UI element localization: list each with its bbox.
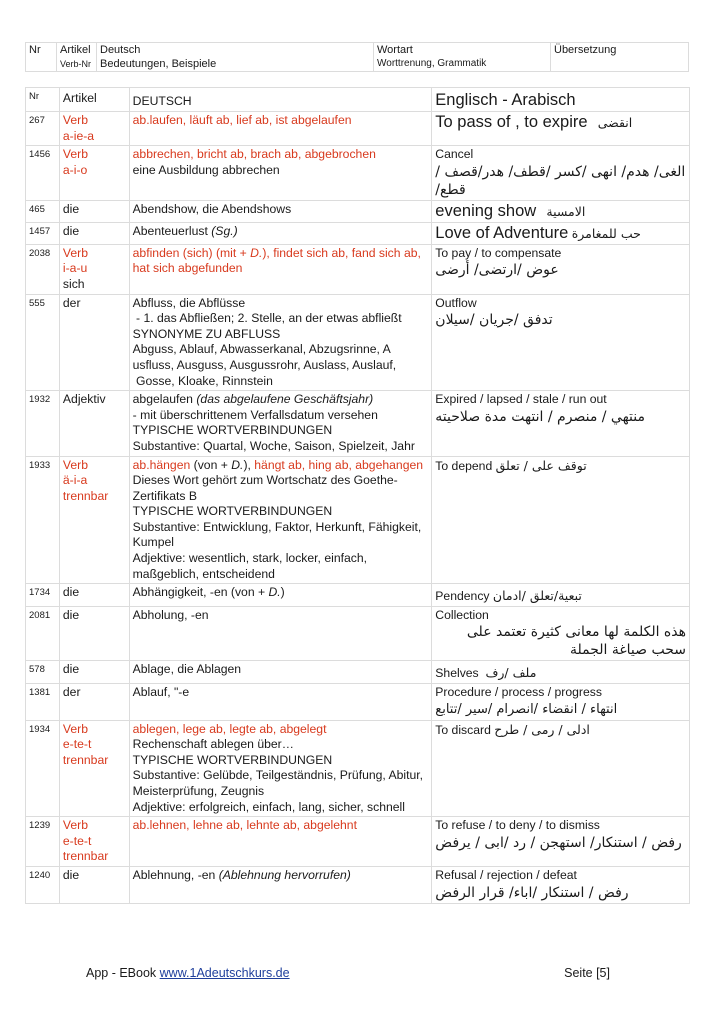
deutsch-main: abbrechen, bricht ab, brach ab, abgebrochen — [132, 147, 376, 162]
table-row — [26, 661, 690, 684]
deutsch-line: Dieses Wort gehört zum Wortschatz des Goethe-Zertifikats B — [132, 473, 398, 503]
artikel-line: i-a-u — [62, 261, 88, 276]
table-row — [26, 584, 690, 607]
deutsch-line: - 1. das Abfließen; 2. Stelle, an der etwas abfließt — [132, 311, 402, 326]
table-row — [26, 222, 690, 244]
english-text: Love of Adventure — [435, 223, 569, 242]
artikel-line: Verb — [62, 721, 88, 736]
artikel-line: trennbar — [62, 752, 109, 767]
deutsch-line: Abguss, Ablauf, Abwasserkanal, Abzugsrinne, A usfluss, Ausguss, Ausgussrohr, Auslass, Auslauf, — [132, 342, 397, 372]
deutsch-part: Abhängigkeit, -en (von + — [132, 585, 269, 600]
row-nr: 1734 — [26, 584, 60, 607]
row-deutsch: Abendshow, die Abendshows — [129, 200, 432, 222]
table-row — [26, 244, 690, 294]
row-deutsch: ab.laufen, läuft ab, lief ab, ist abgelaufen — [129, 112, 432, 146]
deutsch-line: Substantive: Gelübde, Teilgeständnis, Prüfung, Abitur, Meisterprüfung, Zeugnis — [132, 768, 424, 798]
artikel-line: trennbar — [62, 488, 109, 503]
row-deutsch — [129, 222, 432, 244]
row-nr: 465 — [26, 200, 60, 222]
legend-nr: Nr — [26, 43, 57, 72]
row-translation — [432, 584, 690, 607]
row-nr: 1239 — [26, 817, 60, 867]
english-text: Shelves — [435, 666, 479, 681]
english-text: Expired / lapsed / stale / run out — [435, 392, 607, 407]
row-translation — [432, 391, 690, 456]
arabic-text: منتهي / منصرم / انتهت مدة صلاحيته — [435, 408, 646, 425]
row-deutsch: Ablage, die Ablagen — [129, 661, 432, 684]
artikel-line: Verb — [62, 113, 88, 127]
table-row — [26, 720, 690, 817]
row-artikel — [59, 817, 129, 867]
arabic-text: تدفق /جريان /سيلان — [435, 312, 553, 329]
legend-uebersetzung: Übersetzung — [551, 43, 689, 72]
arabic-text: الغى/ هدم/ انهى /كسر /قطف/ هدر/قصف /قطع/ — [435, 163, 686, 198]
row-nr: 1932 — [26, 391, 60, 456]
deutsch-example: eine Ausbildung abbrechen — [132, 162, 280, 177]
deutsch-line: Gosse, Kloake, Rinnstein — [132, 373, 273, 388]
legend-verb-nr: Verb-Nr — [57, 57, 97, 72]
row-deutsch — [129, 456, 432, 584]
english-text: Procedure / process / progress — [435, 685, 602, 700]
deutsch-example: (Ablehnung hervorrufen) — [218, 867, 351, 882]
row-nr: 2038 — [26, 244, 60, 294]
row-deutsch — [129, 244, 432, 294]
row-deutsch — [129, 391, 432, 456]
row-artikel: die — [59, 200, 129, 222]
deutsch-line: TYPISCHE WORTVERBINDUNGEN — [132, 752, 333, 767]
page-footer — [86, 966, 610, 980]
english-text: To refuse / to deny / to dismiss — [435, 818, 600, 833]
row-nr: 578 — [26, 661, 60, 684]
row-nr: 1934 — [26, 720, 60, 817]
deutsch-case: D. — [231, 457, 244, 472]
row-artikel: Adjektiv — [59, 391, 129, 456]
arabic-text: تبعية/تعلق /ادمان — [492, 588, 582, 604]
artikel-line: Verb — [62, 245, 88, 260]
table-row — [26, 146, 690, 201]
row-artikel: der — [59, 294, 129, 391]
arabic-text: عوض /ارتضى/ أرضى — [435, 262, 559, 279]
artikel-line: sich — [62, 276, 85, 291]
row-translation — [432, 146, 690, 201]
row-nr: 2081 — [26, 606, 60, 661]
deutsch-line: Rechenschaft ablegen über… — [132, 737, 294, 752]
table-row — [26, 391, 690, 456]
row-translation — [432, 244, 690, 294]
row-translation — [432, 606, 690, 661]
deutsch-case: D. — [250, 245, 263, 260]
row-translation — [432, 200, 690, 222]
english-text: To pay / to compensate — [435, 245, 562, 260]
arabic-text: رفض / استنكار/ استهجن / رد /ابى / يرفض — [435, 834, 682, 851]
english-text: To pass of , to expire — [435, 113, 588, 131]
table-row — [26, 606, 690, 661]
row-nr: 555 — [26, 294, 60, 391]
deutsch-word: abgelaufen — [132, 392, 193, 407]
artikel-line: a-i-o — [62, 162, 88, 177]
row-translation — [432, 720, 690, 817]
english-text: Outflow — [435, 295, 477, 310]
header-deutsch: DEUTSCH — [129, 88, 432, 112]
header-uebersetzung: Englisch - Arabisch — [432, 88, 690, 112]
deutsch-part: abfinden (sich) (mit + — [132, 245, 251, 260]
legend-artikel: Artikel — [57, 43, 97, 58]
table-row — [26, 294, 690, 391]
deutsch-part: ), findet sich ab, fand sich ab, hat sich abgefunden — [132, 245, 421, 276]
artikel-line: a-ie-a — [62, 128, 95, 143]
row-artikel — [59, 456, 129, 584]
arabic-text: ملف /رف — [485, 665, 537, 681]
deutsch-part: (von + — [190, 457, 232, 472]
arabic-text: توقف على / تعلق — [495, 457, 587, 473]
legend-grammatik: Worttrenung, Grammatik — [374, 57, 551, 72]
arabic-text: هذه الكلمة لها معانى كثيرة تعتمد على سحب صياغة الجملة — [466, 624, 686, 659]
row-artikel: die — [59, 661, 129, 684]
legend-wortart: Wortart — [374, 43, 551, 58]
legend-bedeutungen: Bedeutungen, Beispiele — [97, 57, 374, 72]
deutsch-part: ), — [243, 457, 255, 472]
row-translation — [432, 661, 690, 684]
english-text: Collection — [435, 607, 489, 622]
artikel-line: ä-i-a — [62, 473, 88, 488]
deutsch-line: Adjektive: wesentlich, stark, locker, einfach, maßgeblich, entscheidend — [132, 551, 368, 581]
arabic-text: رفض / استنكار /اباء/ قرار الرفض — [435, 884, 629, 901]
english-text: To discard — [435, 722, 491, 737]
deutsch-line: Abfluss, die Abflüsse — [132, 295, 246, 310]
artikel-line: e-te-t — [62, 737, 92, 752]
row-artikel: die — [59, 222, 129, 244]
arabic-text: ادلى / رمى / طرح — [494, 721, 590, 737]
artikel-line: e-te-t — [62, 833, 92, 848]
row-translation — [432, 817, 690, 867]
table-row — [26, 456, 690, 584]
english-text: Refusal / rejection / defeat — [435, 867, 577, 882]
table-row — [26, 866, 690, 903]
deutsch-main: ablegen, lege ab, legte ab, abgelegt — [132, 721, 327, 736]
english-text: Pendency — [435, 589, 490, 604]
row-nr: 1933 — [26, 456, 60, 584]
row-artikel — [59, 720, 129, 817]
arabic-text: الامسية — [546, 203, 586, 219]
deutsch-part: ) — [280, 585, 285, 600]
legend-deutsch: Deutsch — [97, 43, 374, 58]
table-row — [26, 112, 690, 146]
row-artikel — [59, 112, 129, 146]
footer-prefix: App - EBook — [86, 966, 160, 980]
row-nr: 1381 — [26, 684, 60, 721]
deutsch-forms: hängt ab, hing ab, abgehangen — [254, 457, 424, 472]
artikel-line: Verb — [62, 818, 88, 833]
row-deutsch — [129, 584, 432, 607]
row-translation — [432, 222, 690, 244]
row-artikel — [59, 244, 129, 294]
header-artikel: Artikel — [59, 88, 129, 112]
row-translation — [432, 456, 690, 584]
artikel-line: Verb — [62, 457, 88, 472]
row-deutsch: Ablauf, "-e — [129, 684, 432, 721]
deutsch-word: ab.hängen — [132, 457, 191, 472]
legend-header-table — [25, 42, 689, 72]
deutsch-line: - mit überschrittenem Verfallsdatum versehen — [132, 407, 378, 422]
row-artikel — [59, 146, 129, 201]
row-translation — [432, 294, 690, 391]
english-text: Cancel — [435, 147, 474, 162]
deutsch-case: D. — [268, 585, 281, 600]
table-header-row — [26, 88, 690, 112]
deutsch-word: Abenteuerlust — [132, 223, 208, 238]
table-row — [26, 817, 690, 867]
row-deutsch — [129, 866, 432, 903]
row-artikel: die — [59, 584, 129, 607]
arabic-text: حب للمغامرة — [571, 225, 641, 241]
deutsch-example: (das abgelaufene Geschäftsjahr) — [196, 392, 374, 407]
deutsch-line: TYPISCHE WORTVERBINDUNGEN — [132, 504, 333, 519]
deutsch-line: Adjektive: erfolgreich, einfach, lang, sicher, schnell — [132, 799, 405, 814]
deutsch-note: (Sg.) — [211, 223, 238, 238]
deutsch-line: Substantive: Entwicklung, Faktor, Herkunft, Fähigkeit, Kumpel — [132, 519, 422, 550]
row-translation — [432, 684, 690, 721]
artikel-line: trennbar — [62, 849, 109, 864]
row-nr: 1240 — [26, 866, 60, 903]
footer-website-link[interactable]: www.1Adeutschkurs.de — [159, 966, 290, 980]
row-nr: 1456 — [26, 146, 60, 201]
header-nr: Nr — [26, 88, 60, 112]
artikel-line: Verb — [62, 147, 88, 162]
vocabulary-table — [25, 87, 690, 904]
row-deutsch: Abholung, -en — [129, 606, 432, 661]
english-text: evening show — [435, 201, 537, 220]
row-deutsch — [129, 146, 432, 201]
row-deutsch: ab.lehnen, lehne ab, lehnte ab, abgelehnt — [129, 817, 432, 867]
row-translation — [432, 112, 690, 146]
deutsch-line: Substantive: Quartal, Woche, Saison, Spielzeit, Jahr — [132, 438, 415, 453]
row-deutsch — [129, 294, 432, 391]
row-artikel: die — [59, 606, 129, 661]
deutsch-line: SYNONYME ZU ABFLUSS — [132, 326, 281, 341]
page-number: Seite [5] — [564, 966, 610, 980]
arabic-text: انقضى — [597, 115, 633, 130]
row-nr: 267 — [26, 112, 60, 146]
row-artikel: die — [59, 866, 129, 903]
row-artikel: der — [59, 684, 129, 721]
table-row — [26, 200, 690, 222]
row-translation — [432, 866, 690, 903]
row-nr: 1457 — [26, 222, 60, 244]
arabic-text: انتهاء / انقضاء /انصرام /سير /تتابع — [435, 701, 618, 717]
row-deutsch — [129, 720, 432, 817]
table-row — [26, 684, 690, 721]
deutsch-line: TYPISCHE WORTVERBINDUNGEN — [132, 423, 333, 438]
english-text: To depend — [435, 458, 493, 473]
deutsch-word: Ablehnung, -en — [132, 867, 216, 882]
